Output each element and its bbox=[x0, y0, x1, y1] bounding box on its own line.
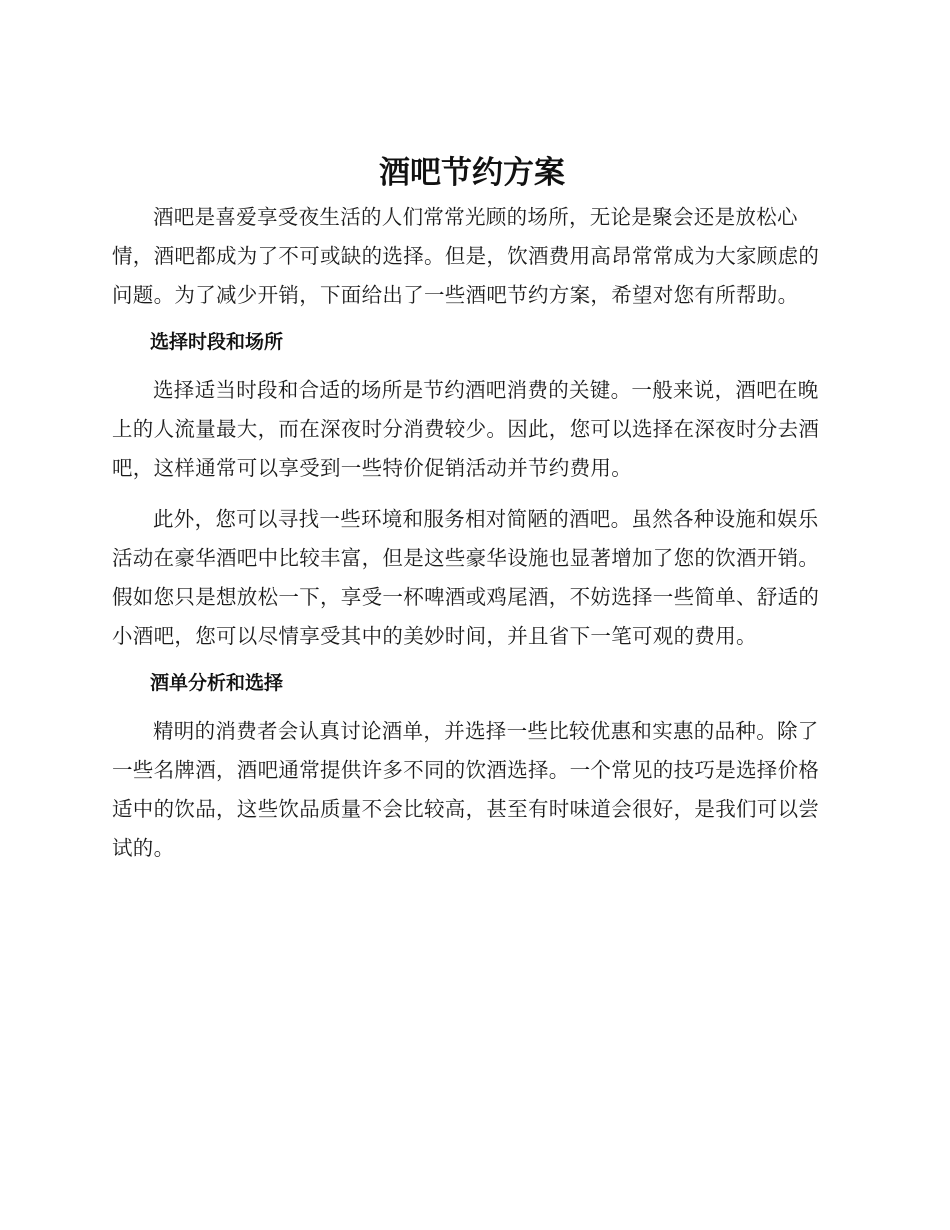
intro-paragraph: 酒吧是喜爱享受夜生活的人们常常光顾的场所，无论是聚会还是放松心情，酒吧都成为了不可或缺的选择。但是，饮酒费用高昂常常成为大家顾虑的问题。为了减少开销，下面给出了一些酒吧节约方案，希望对您有所帮助。 bbox=[112, 205, 820, 307]
section-paragraph: 精明的消费者会认真讨论酒单，并选择一些比较优惠和实惠的品种。除了一些名牌酒，酒吧通常提供许多不同的饮酒选择。一个常见的技巧是选择价格适中的饮品，这些饮品质量不会比较高，甚至有时味道会很好，是我们可以尝试的。 bbox=[112, 719, 820, 860]
section-heading-drinks-menu: 酒单分析和选择 bbox=[150, 672, 284, 694]
section-heading-time-and-venue: 选择时段和场所 bbox=[150, 331, 284, 353]
section-paragraph: 选择适当时段和合适的场所是节约酒吧消费的关键。一般来说，酒吧在晚上的人流量最大，而在深夜时分消费较少。因此，您可以选择在深夜时分去酒吧，这样通常可以享受到一些特价促销活动并节约费用。 bbox=[112, 378, 820, 480]
document-page bbox=[112, 150, 832, 880]
document-title: 酒吧节约方案 bbox=[379, 155, 565, 191]
section-paragraph: 此外，您可以寻找一些环境和服务相对简陋的酒吧。虽然各种设施和娱乐活动在豪华酒吧中比较丰富，但是这些豪华设施也显著增加了您的饮酒开销。假如您只是想放松一下，享受一杯啤酒或鸡尾酒，不妨选择一些简单、舒适的小酒吧，您可以尽情享受其中的美妙时间，并且省下一笔可观的费用。 bbox=[112, 507, 820, 648]
